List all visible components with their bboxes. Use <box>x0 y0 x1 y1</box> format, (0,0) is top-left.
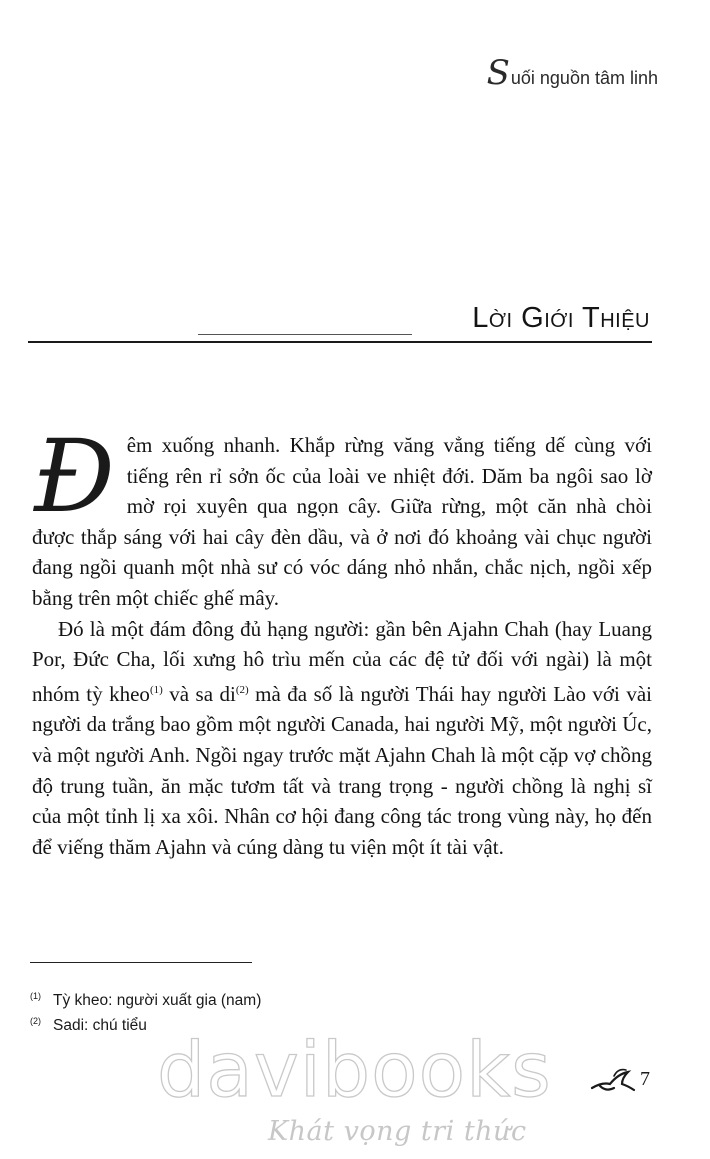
watermark-tagline: Khát vọng tri thức <box>268 1116 527 1147</box>
title-thin-rule <box>198 334 412 335</box>
drop-cap: Đ <box>34 418 115 535</box>
paragraph-1-text: êm xuống nhanh. Khắp rừng văng vẳng tiếng dế cùng với tiếng rên rỉ sởn ốc của loài ve nhiệt đới. Dăm ba ngôi sao lờ mờ rọi xuyên qua ngọn cây. Giữa rừng, một căn nhà chòi được thắp sáng với hai cây đèn dầu, và ở nơi đó khoảng vài chục người đang ngồi quanh một nhà sư có vóc dáng nhỏ nhắn, chắc nịch, ngồi xếp bằng trên một chiếc ghế mây. <box>32 433 652 610</box>
running-header-initial: S <box>486 53 510 93</box>
footnote-2 <box>30 1016 147 1035</box>
page-ornament-icon <box>588 1064 636 1096</box>
title-underline-rule <box>28 341 652 343</box>
footnote-rule <box>30 962 252 963</box>
running-header-title: uối nguồn tâm linh <box>510 68 658 88</box>
watermark-brand: davibooks <box>157 1025 552 1114</box>
footnote-2-text: Sadi: chú tiểu <box>53 1017 147 1035</box>
paragraph-2-text-b: và sa di <box>162 681 236 706</box>
footnote-ref-2: (2) <box>235 683 249 696</box>
footnote-2-marker: (2) <box>30 1016 41 1026</box>
footnote-1 <box>30 991 261 1010</box>
paragraph-2 <box>32 614 652 863</box>
footnote-1-text: Tỳ kheo: người xuất gia (nam) <box>53 992 262 1010</box>
footnote-1-marker: (1) <box>30 991 41 1001</box>
running-header <box>486 53 658 93</box>
footnote-ref-1: (1) <box>149 683 163 696</box>
paragraph-1 <box>32 418 652 614</box>
body-text <box>32 418 652 862</box>
page-number: 7 <box>640 1068 650 1090</box>
paragraph-2-text-c: mà đa số là người Thái hay người Lào với vài người da trắng bao gồm một người Canada, hai người Mỹ, một người Úc, và một người Anh. Ngồi ngay trước mặt Ajahn Chah là một cặp vợ chồng độ trung tuần, ăn mặc tươm tất và trang trọng - người chồng là nghị sĩ của một tỉnh lị xa xôi. Nhân cơ hội đang công tác trong vùng này, họ đến để viếng thăm Ajahn và cúng dàng tu viện một ít tài vật. <box>32 681 652 859</box>
chapter-title: Lời Giới Thiệu <box>472 302 650 334</box>
paragraph-2-text-a: Đó là một đám đông đủ hạng người: gần bên Ajahn Chah (hay Luang Por, Đức Cha, lối xưng hô trìu mến của các đệ tử đối với ngài) là một nhóm tỳ kheo <box>32 616 652 706</box>
